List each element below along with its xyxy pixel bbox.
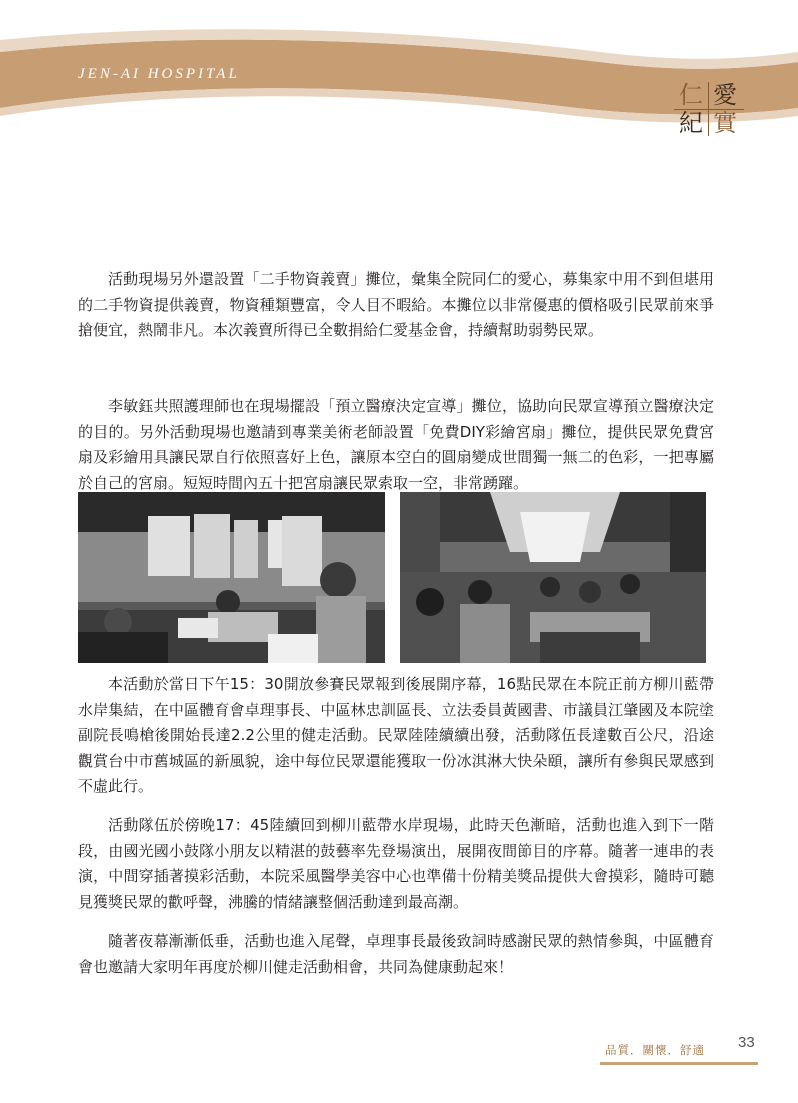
paragraph-evening-show: 活動隊伍於傍晚17：45陸續回到柳川藍帶水岸現場，此時天色漸暗，活動也進入到下一階段，由國光國小鼓隊小朋友以精湛的鼓藝率先登場演出，展開夜間節目的序幕。隨著一連串的表演，中間穿插著摸彩活動，本院采風醫學美容中心也準備十份精美獎品提供大會摸彩，隨時可聽見獲獎民眾的歡呼聲，沸騰的情緒讓整個活動達到最高潮。 bbox=[78, 816, 714, 911]
seal-char-1: 仁 bbox=[679, 81, 703, 109]
paragraph-closing: 隨著夜幕漸漸低垂，活動也進入尾聲，卓理事長最後致詞時感謝民眾的熱情參與，中區體育會也邀請大家明年再度於柳川健走活動相會，共同為健康動起來！ bbox=[78, 932, 714, 976]
footer-accent-line bbox=[600, 1062, 758, 1065]
hospital-seal-logo bbox=[672, 78, 746, 140]
photo-booth-left bbox=[78, 492, 385, 663]
seal-char-3: 紀 bbox=[679, 109, 703, 137]
paragraph-walk-start: 本活動於當日下午15：30開放參賽民眾報到後展開序幕，16點民眾在本院正前方柳川藍帶水岸集結，在中區體育會卓理事長、中區林忠訓區長、立法委員黃國書、市議員江肇國及本院塗副院長鳴槍後開始長達2.2公里的健走活動。民眾陸陸續續出發，活動隊伍長達數百公尺，沿途觀賞台中市舊城區的新風貌，途中每位民眾還能獲取一份冰淇淋大快朵頤，讓所有參與民眾感到不虛此行。 bbox=[78, 675, 714, 795]
footer-slogan: 品質．關懷．舒適 bbox=[605, 1043, 705, 1057]
photo-crowd-right bbox=[400, 492, 706, 663]
paragraph-fan-painting: 李敏鈺共照護理師也在現場擺設「預立醫療決定宣導」攤位，協助向民眾宣導預立醫療決定的目的。另外活動現場也邀請到專業美術老師設置「免費DIY彩繪宮扇」攤位，提供民眾免費宮扇及彩繪用具讓民眾自行依照喜好上色，讓原本空白的圓扇變成世間獨一無二的色彩，一把專屬於自己的宮扇。短短時間內五十把宮扇讓民眾索取一空，非常踴躍。 bbox=[78, 397, 714, 492]
seal-char-2: 愛 bbox=[713, 81, 737, 109]
seal-char-4: 實 bbox=[713, 109, 737, 137]
page-number: 33 bbox=[738, 1034, 755, 1051]
hospital-title: JEN-AI HOSPITAL bbox=[78, 66, 240, 82]
paragraph-charity-sale: 活動現場另外還設置「二手物資義賣」攤位，彙集全院同仁的愛心，募集家中用不到但堪用的二手物資提供義賣，物資種類豐富，令人目不暇給。本攤位以非常優惠的價格吸引民眾前來爭搶便宜，熱鬧非凡。本次義賣所得已全數捐給仁愛基金會，持續幫助弱勢民眾。 bbox=[78, 270, 714, 339]
